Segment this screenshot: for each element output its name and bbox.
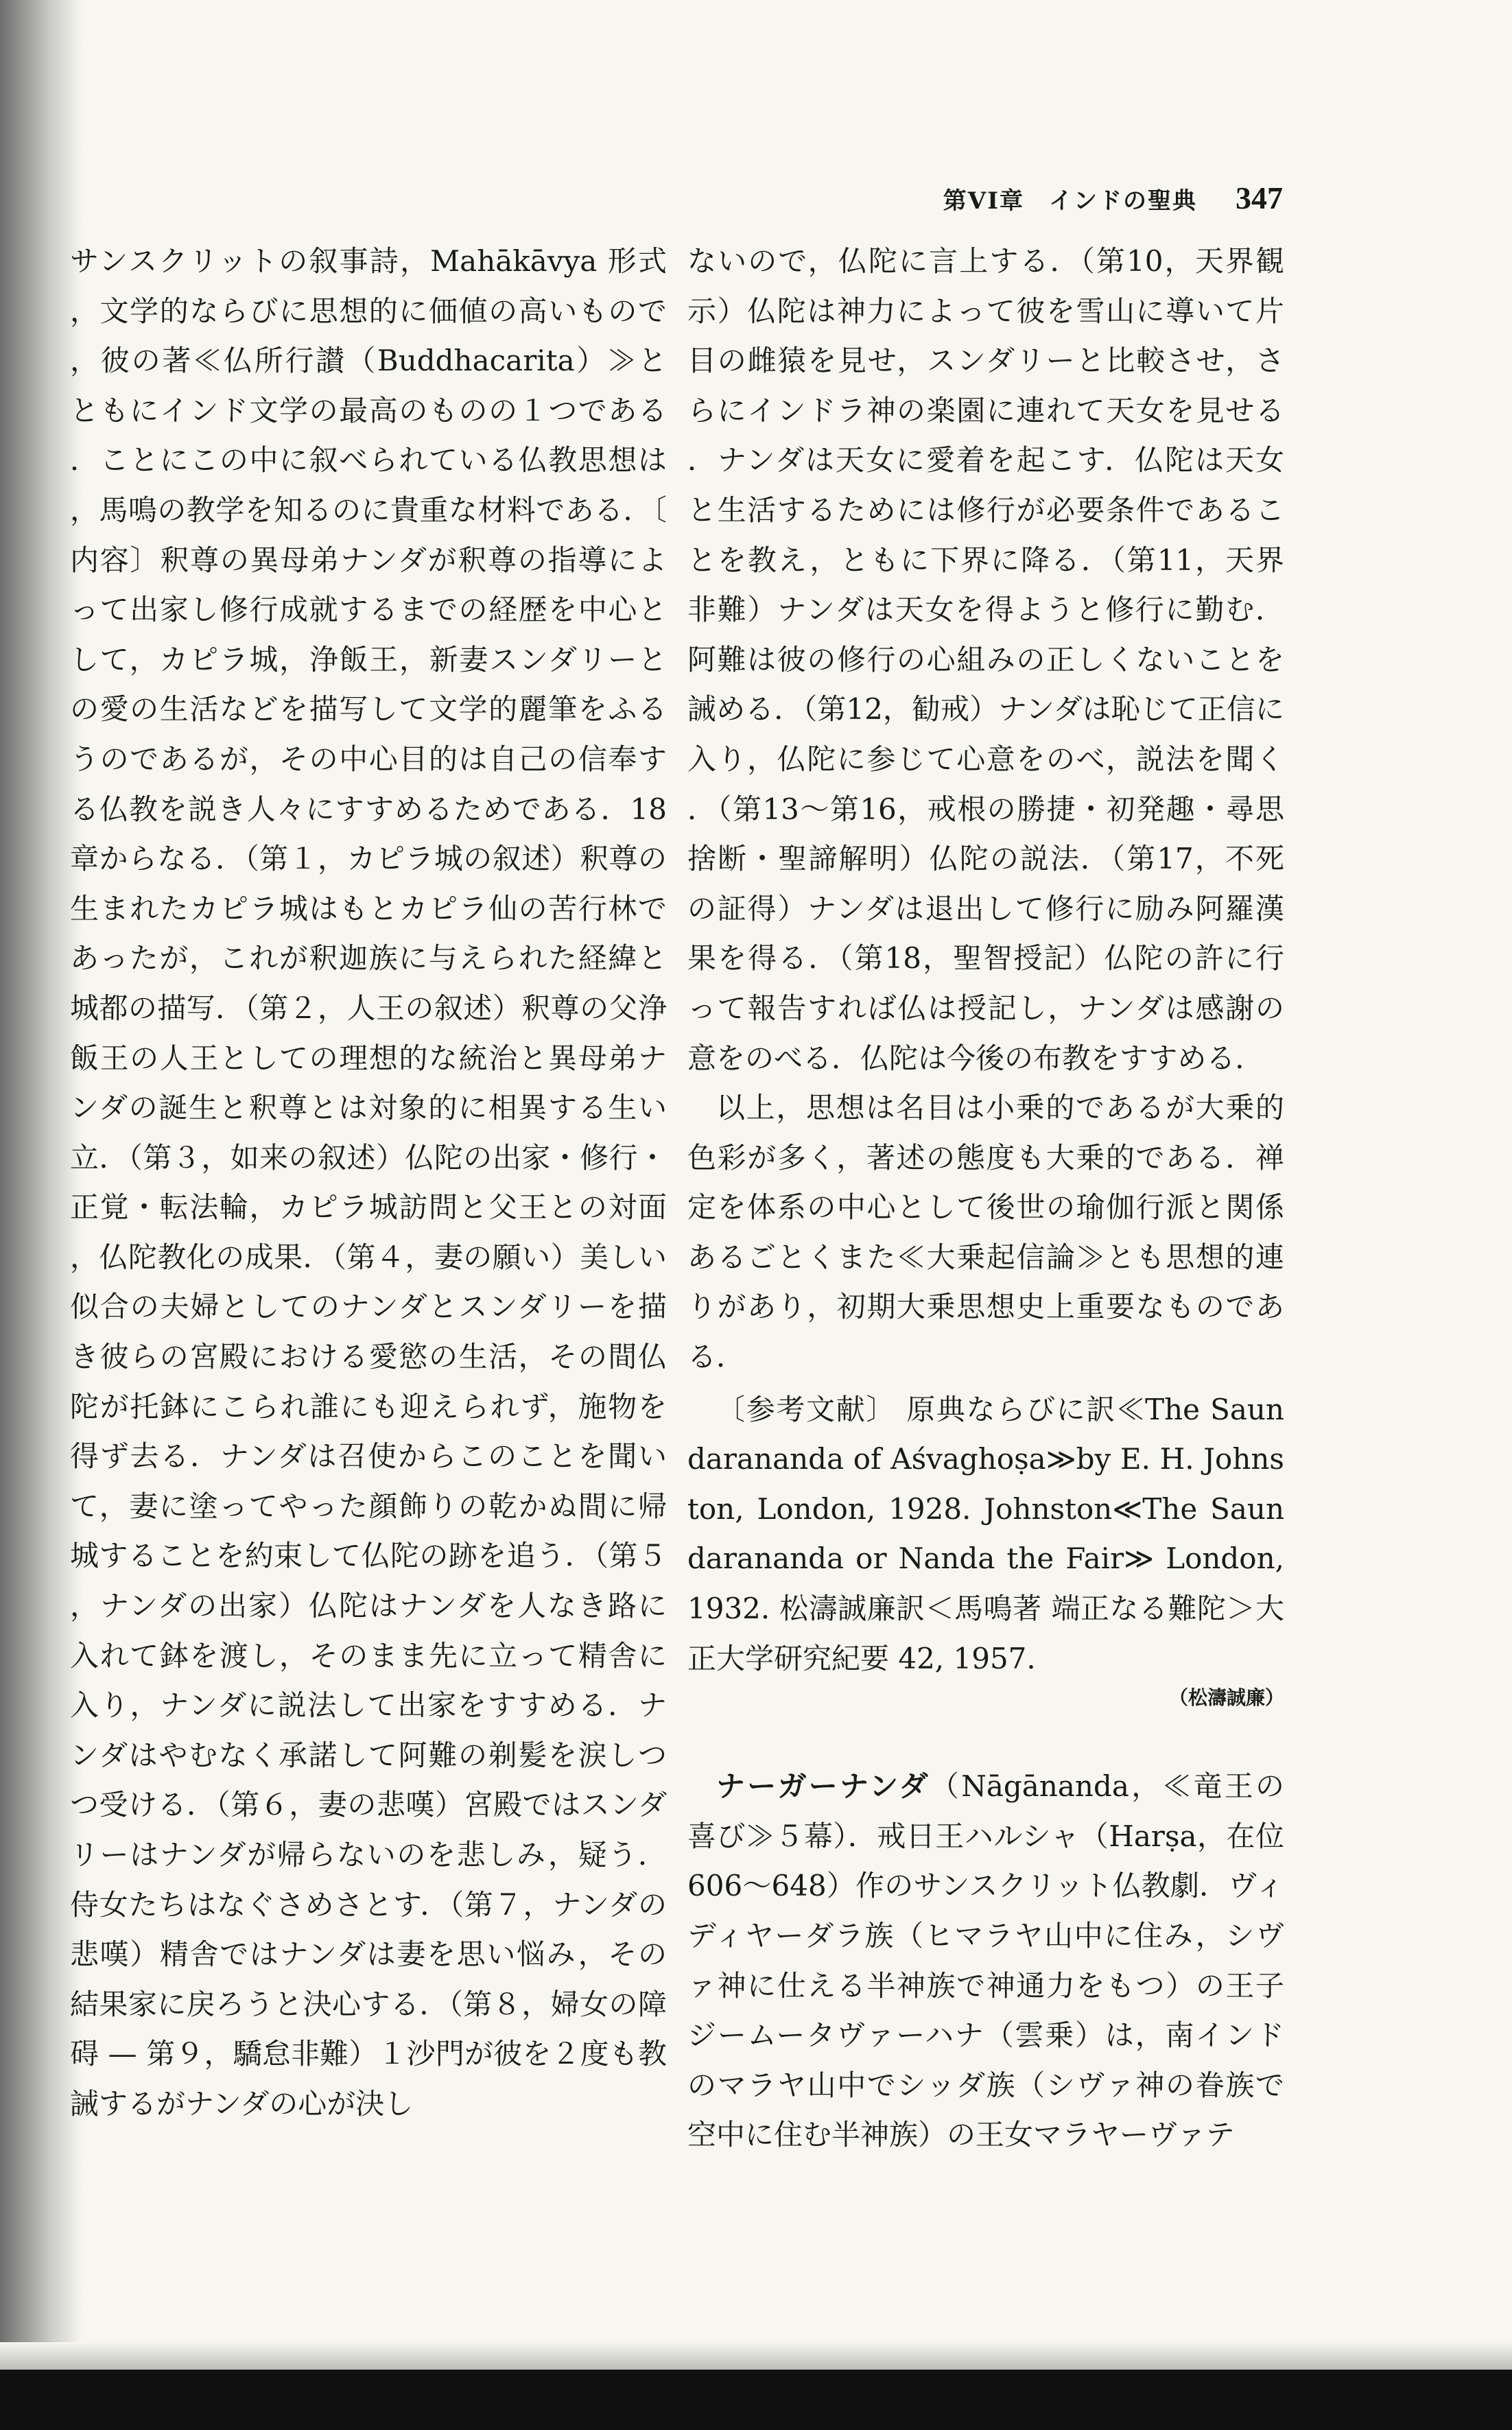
entry-headword: ナーガーナンダ (716, 1769, 930, 1804)
left-column-text: サンスクリットの叙事詩，Mahākāvya 形式，文学的ならびに思想的に価値の高いもので，彼の著≪仏所行讃（Buddhacarita）≫とともにインド文学の最高のものの１つである．ことにこの中に叙べられている仏教思想は，馬鳴の教学を知るのに貴重な材料である．〔内容〕釈尊の異母弟ナンダが釈尊の指導によって出家し修行成就するまでの経歴を中心として，カピラ城，浄飯王，新妻スンダリーとの愛の生活などを描写して文学的麗筆をふるうのであるが，その中心目的は自己の信奉する仏教を説き人々にすすめるためである．18章からなる．（第１，カピラ城の叙述）釈尊の生まれたカピラ城はもとカピラ仙の苦行林であったが，これが釈迦族に与えられた経緯と城都の描写．（第２，人王の叙述）釈尊の父浄飯王の人王としての理想的な統治と異母弟ナンダの誕生と釈尊とは対象的に相異する生い立．（第３，如来の叙述）仏陀の出家・修行・正覚・転法輪，カピラ城訪問と父王との対面，仏陀教化の成果．（第４，妻の願い）美しい似合の夫婦としてのナンダとスンダリーを描き彼らの宮殿における愛慾の生活，その間仏陀が托鉢にこられ誰にも迎えられず，施物を得ず去る．ナンダは召使からこのことを聞いて，妻に塗ってやった顔飾りの乾かぬ間に帰城することを約束して仏陀の跡を追う．（第５，ナンダの出家）仏陀はナンダを人なき路に入れて鉢を渡し，そのまま先に立って精舎に入り，ナンダに説法して出家をすすめる．ナンダはやむなく承諾して阿難の剃髪を涙しつつ受ける．（第６，妻の悲嘆）宮殿ではスンダリーはナンダが帰らないのを悲しみ，疑う．侍女たちはなぐさめさとす．（第７，ナンダの悲嘆）精舎ではナンダは妻を思い悩み，その結果家に戻ろうと決心する．（第８，婦女の障碍 — 第９，驕怠非難）１沙門が彼を２度も教誡するがナンダの心が決し (70, 244, 667, 2121)
page-number: 347 (1236, 180, 1283, 215)
page-header (912, 180, 1283, 221)
right-column (687, 237, 1284, 2160)
references-credit: （松濤誠廉） (1168, 1686, 1284, 1710)
right-paragraph-1: ないので，仏陀に言上する．（第10，天界観示）仏陀は神力によって彼を雪山に導いて片目の雌猿を見せ，スンダリーと比較させ，さらにインドラ神の楽園に連れて天女を見せる．ナンダは天女に愛着を起こす．仏陀は天女と生活するためには修行が必要条件であることを教え，ともに下界に降る．（第11，天界非難）ナンダは天女を得ようと修行に勤む．阿難は彼の修行の心組みの正しくないことを誡める．（第12，勧戒）ナンダは恥じて正信に入り，仏陀に参じて心意をのべ，説法を聞く．（第13〜第16，戒根の勝捷・初発趣・尋思捨断・聖諦解明）仏陀の説法．（第17，不死の証得）ナンダは退出して修行に励み阿羅漢果を得る．（第18，聖智授記）仏陀の許に行って報告すれば仏は授記し，ナンダは感謝の意をのべる．仏陀は今後の布教をすすめる． (687, 244, 1284, 1075)
references (687, 1385, 1284, 1716)
dictionary-entry (687, 1762, 1284, 2160)
right-paragraph-2: 以上，思想は名目は小乗的であるが大乗的色彩が多く，著述の態度も大乗的である．禅定を体系の中心として後世の瑜伽行派と関係あるごとくまた≪大乗起信論≫とも思想的連りがあり，初期大乗思想史上重要なものである． (687, 1091, 1284, 1374)
left-column (70, 237, 667, 2130)
scan-bottom-border (0, 2370, 1512, 2430)
references-text: 〔参考文献〕 原典ならびに訳≪The Saundarananda of Aśvaghoṣa≫by E. H. Johnston, London, 1928. Johnston≪The Saundarananda or Nanda the Fair≫ London, 1932. 松濤誠廉訳＜馬鳴著 端正なる難陀＞大正大学研究紀要 42, 1957. (687, 1392, 1284, 1675)
entry-text: （Nāgānanda，≪竜王の喜び≫５幕）．戒日王ハルシャ（Harṣa，在位606〜648）作のサンスクリット仏教劇．ヴィディヤーダラ族（ヒマラヤ山中に住み，シヴァ神に仕える半神族で神通力をもつ）の王子ジームータヴァーハナ（雲乗）は，南インドのマラヤ山中でシッダ族（シヴァ神の眷族で空中に住む半神族）の王女マラヤーヴァテ (687, 1769, 1284, 2152)
running-head: 第VI章 インドの聖典 (943, 187, 1197, 215)
page-bottom-shadow (0, 2342, 1512, 2370)
